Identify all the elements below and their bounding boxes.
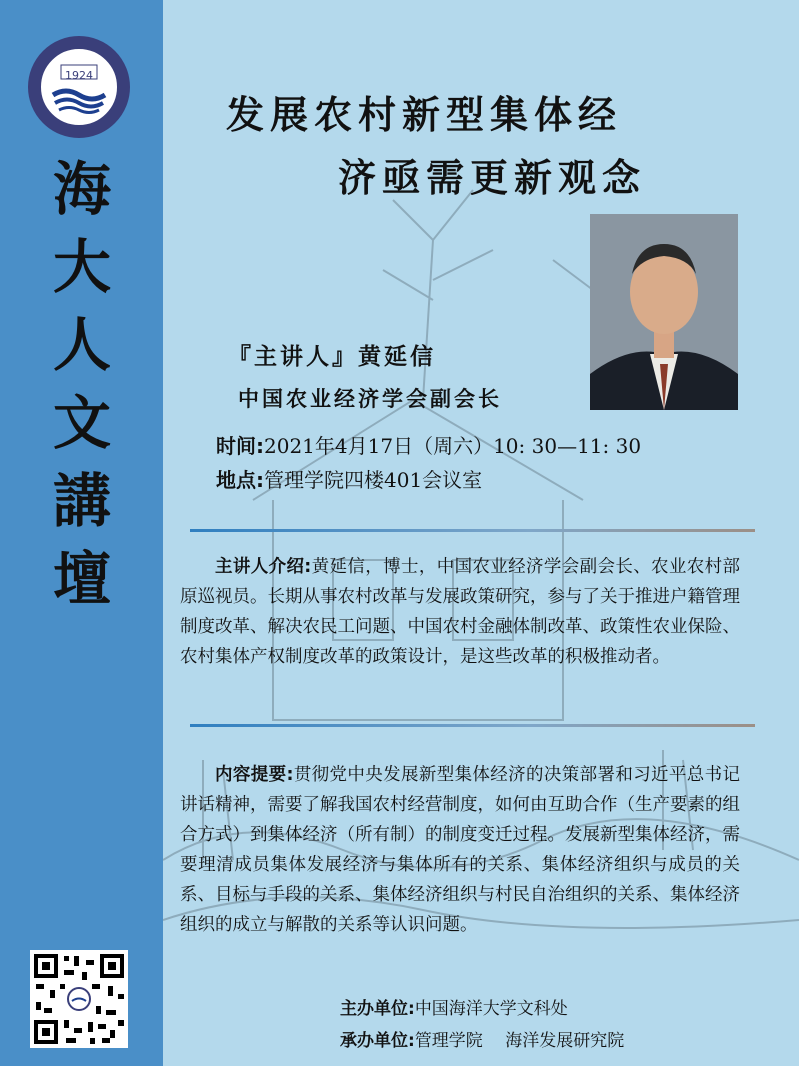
series-char: 海 xyxy=(52,155,111,223)
event-time xyxy=(216,430,641,459)
summary-text: 贯彻党中央发展新型集体经济的决策部署和习近平总书记讲话精神，需要了解我国农村经营制度，如何由互助合作（生产要素的组合方式）到集体经济（所有制）的制度变迁过程。发展新型集体经济，需要理清成员集体发展经济与集体所有的关系、集体经济组织与成员的关系、目标与手段的关系、集体经济组织与村民自治组织的关系、集体经济组织的成立与解散的关系等认识问题。 xyxy=(180,765,741,935)
host-value: 中国海洋大学文科处 xyxy=(414,999,568,1019)
series-char: 講 xyxy=(52,467,111,535)
time-value: 2021年4月17日（周六）10: 30—11: 30 xyxy=(264,434,642,458)
university-logo xyxy=(28,36,130,138)
title-line-2: 济亟需更新观念 xyxy=(338,156,647,200)
series-char: 文 xyxy=(52,389,111,457)
qr-code[interactable] xyxy=(30,950,128,1048)
place-label: 地点: xyxy=(216,468,264,492)
intro-label: 主讲人介绍: xyxy=(215,557,312,577)
divider xyxy=(190,529,755,532)
time-label: 时间: xyxy=(216,434,264,458)
speaker-name: 『主讲人』黄延信 xyxy=(228,344,436,370)
title-line-1: 发展农村新型集体经 xyxy=(226,93,623,137)
divider xyxy=(190,724,755,727)
series-char: 人 xyxy=(52,311,111,379)
host-label: 主办单位: xyxy=(340,999,415,1019)
speaker-photo xyxy=(590,214,738,410)
series-char: 大 xyxy=(52,233,111,301)
host-organizer xyxy=(340,994,568,1019)
lecture-series-title xyxy=(42,150,122,618)
co-value: 管理学院 海洋发展研究院 xyxy=(414,1031,625,1051)
summary-label: 内容提要: xyxy=(215,765,294,785)
sidebar xyxy=(0,0,163,1066)
event-place xyxy=(216,464,482,493)
logo-year: 1924 xyxy=(65,69,93,82)
speaker-position: 中国农业经济学会副会长 xyxy=(238,387,502,411)
intro-text: 黄延信，博士，中国农业经济学会副会长、农业农村部原巡视员。长期从事农村改革与发展政策研究，参与了关于推进户籍管理制度改革、解决农民工问题、中国农村金融体制改革、政策性农业保险、农村集体产权制度改革的政策设计，是这些改革的积极推动者。 xyxy=(180,557,741,667)
co-organizer xyxy=(340,1026,624,1051)
series-char: 壇 xyxy=(52,545,111,613)
place-value: 管理学院四楼401会议室 xyxy=(264,468,483,492)
co-label: 承办单位: xyxy=(340,1031,415,1051)
content-summary xyxy=(180,760,740,940)
speaker-intro xyxy=(180,552,740,672)
